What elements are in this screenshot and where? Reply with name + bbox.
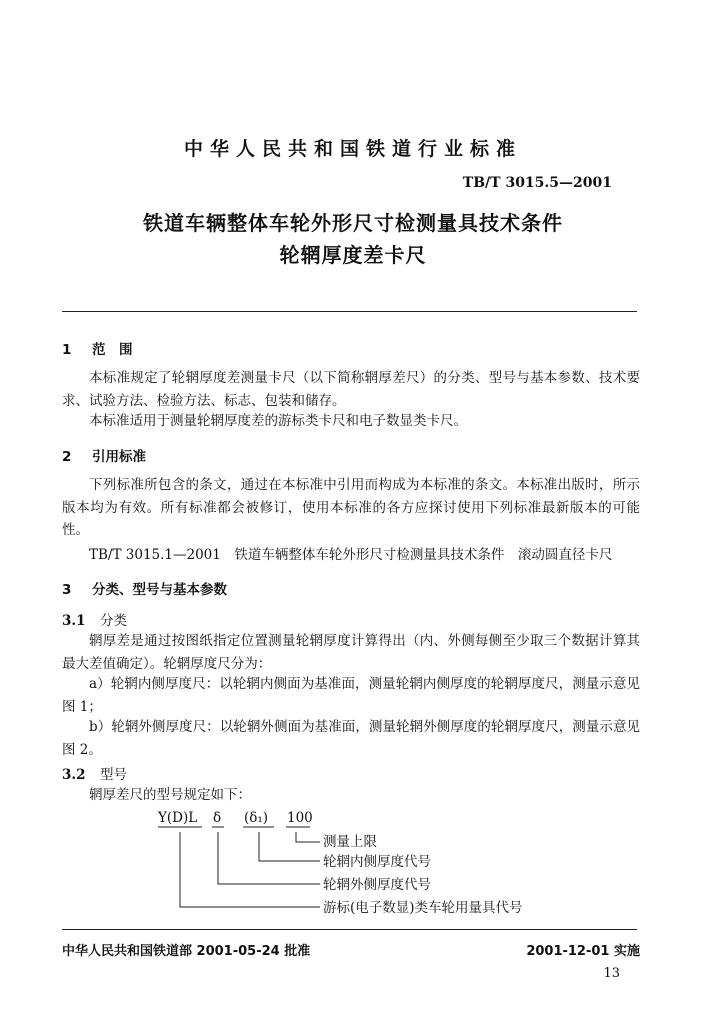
approval-line: 中华人民共和国铁道部 2001-05-24 批准 bbox=[62, 944, 311, 959]
referenced-standard-code: TB/T 3015.1—2001 bbox=[89, 547, 221, 563]
leader-outer-thickness bbox=[218, 832, 320, 884]
subsection-3-2-paragraph: 辋厚差尺的型号规定如下： bbox=[89, 787, 251, 803]
subsection-number: 3.1 bbox=[62, 613, 86, 629]
effective-date: 2001-12-01 实施 bbox=[526, 944, 640, 959]
subsection-number: 3.2 bbox=[62, 767, 86, 783]
code-delta1: (δ₁) bbox=[244, 810, 269, 826]
issuing-organization: 中华人民共和国铁道行业标准 bbox=[183, 138, 522, 160]
section-title: 引用标准 bbox=[92, 449, 146, 465]
section-number: 2 bbox=[62, 449, 72, 465]
section-title: 范 围 bbox=[92, 342, 133, 358]
label-outer-thickness: 轮辋外侧厚度代号 bbox=[323, 877, 431, 893]
section-1-paragraph-2: 本标准适用于测量轮辋厚度差的游标类卡尺和电子数显类卡尺。 bbox=[89, 413, 467, 429]
code-delta: δ bbox=[213, 810, 222, 826]
code-100: 100 bbox=[287, 810, 313, 826]
subsection-3-1-paragraph: 辋厚差是通过按图纸指定位置测量轮辋厚度计算得出（内、外侧每侧至少取三个数据计算其最大差值确定）。轮辋厚度尺分为： bbox=[62, 633, 640, 672]
subsection-title: 分类 bbox=[100, 613, 127, 629]
list-item-a: a）轮辋内侧厚度尺：以轮辋内侧面为基准面，测量轮辋内侧厚度的轮辋厚度尺，测量示意见图 1； bbox=[62, 676, 640, 715]
footer-divider bbox=[62, 929, 637, 930]
section-number: 1 bbox=[62, 342, 72, 358]
label-inner-thickness: 轮辋内侧厚度代号 bbox=[323, 854, 431, 870]
code-yd: Y(D)L bbox=[158, 810, 198, 826]
leader-type-code bbox=[180, 832, 320, 907]
section-number: 3 bbox=[62, 582, 72, 598]
label-type-code: 游标(电子数显)类车轮用量具代号 bbox=[323, 900, 523, 916]
leader-inner-thickness bbox=[259, 832, 320, 861]
standard-code: TB/T 3015.5—2001 bbox=[462, 175, 612, 191]
list-item-b: b）轮辋外侧厚度尺：以轮辋外侧面为基准面，测量轮辋外侧厚度的轮辋厚度尺，测量示意见图 2。 bbox=[62, 719, 640, 758]
section-title: 分类、型号与基本参数 bbox=[92, 582, 227, 598]
section-2-paragraph-1: 下列标准所包含的条文，通过在本标准中引用而构成为本标准的条文。本标准出版时，所示版本均为有效。所有标准都会被修订，使用本标准的各方应探讨使用下列标准最新版本的可能性。 bbox=[62, 477, 640, 538]
subsection-title: 型号 bbox=[100, 767, 127, 783]
section-1-paragraph-1: 本标准规定了轮辋厚度差测量卡尺（以下简称辋厚差尺）的分类、型号与基本参数、技术要求、试验方法、检验方法、标志、包装和储存。 bbox=[62, 370, 640, 409]
document-title: 铁道车辆整体车轮外形尺寸检测量具技术条件 bbox=[143, 211, 563, 235]
label-upper-limit: 测量上限 bbox=[323, 834, 377, 850]
referenced-standard-title: 铁道车辆整体车轮外形尺寸检测量具技术条件 滚动圆直径卡尺 bbox=[234, 547, 613, 563]
leader-upper-limit bbox=[296, 832, 320, 842]
document-subtitle: 轮辋厚度差卡尺 bbox=[279, 243, 427, 267]
page-number: 13 bbox=[603, 966, 620, 981]
